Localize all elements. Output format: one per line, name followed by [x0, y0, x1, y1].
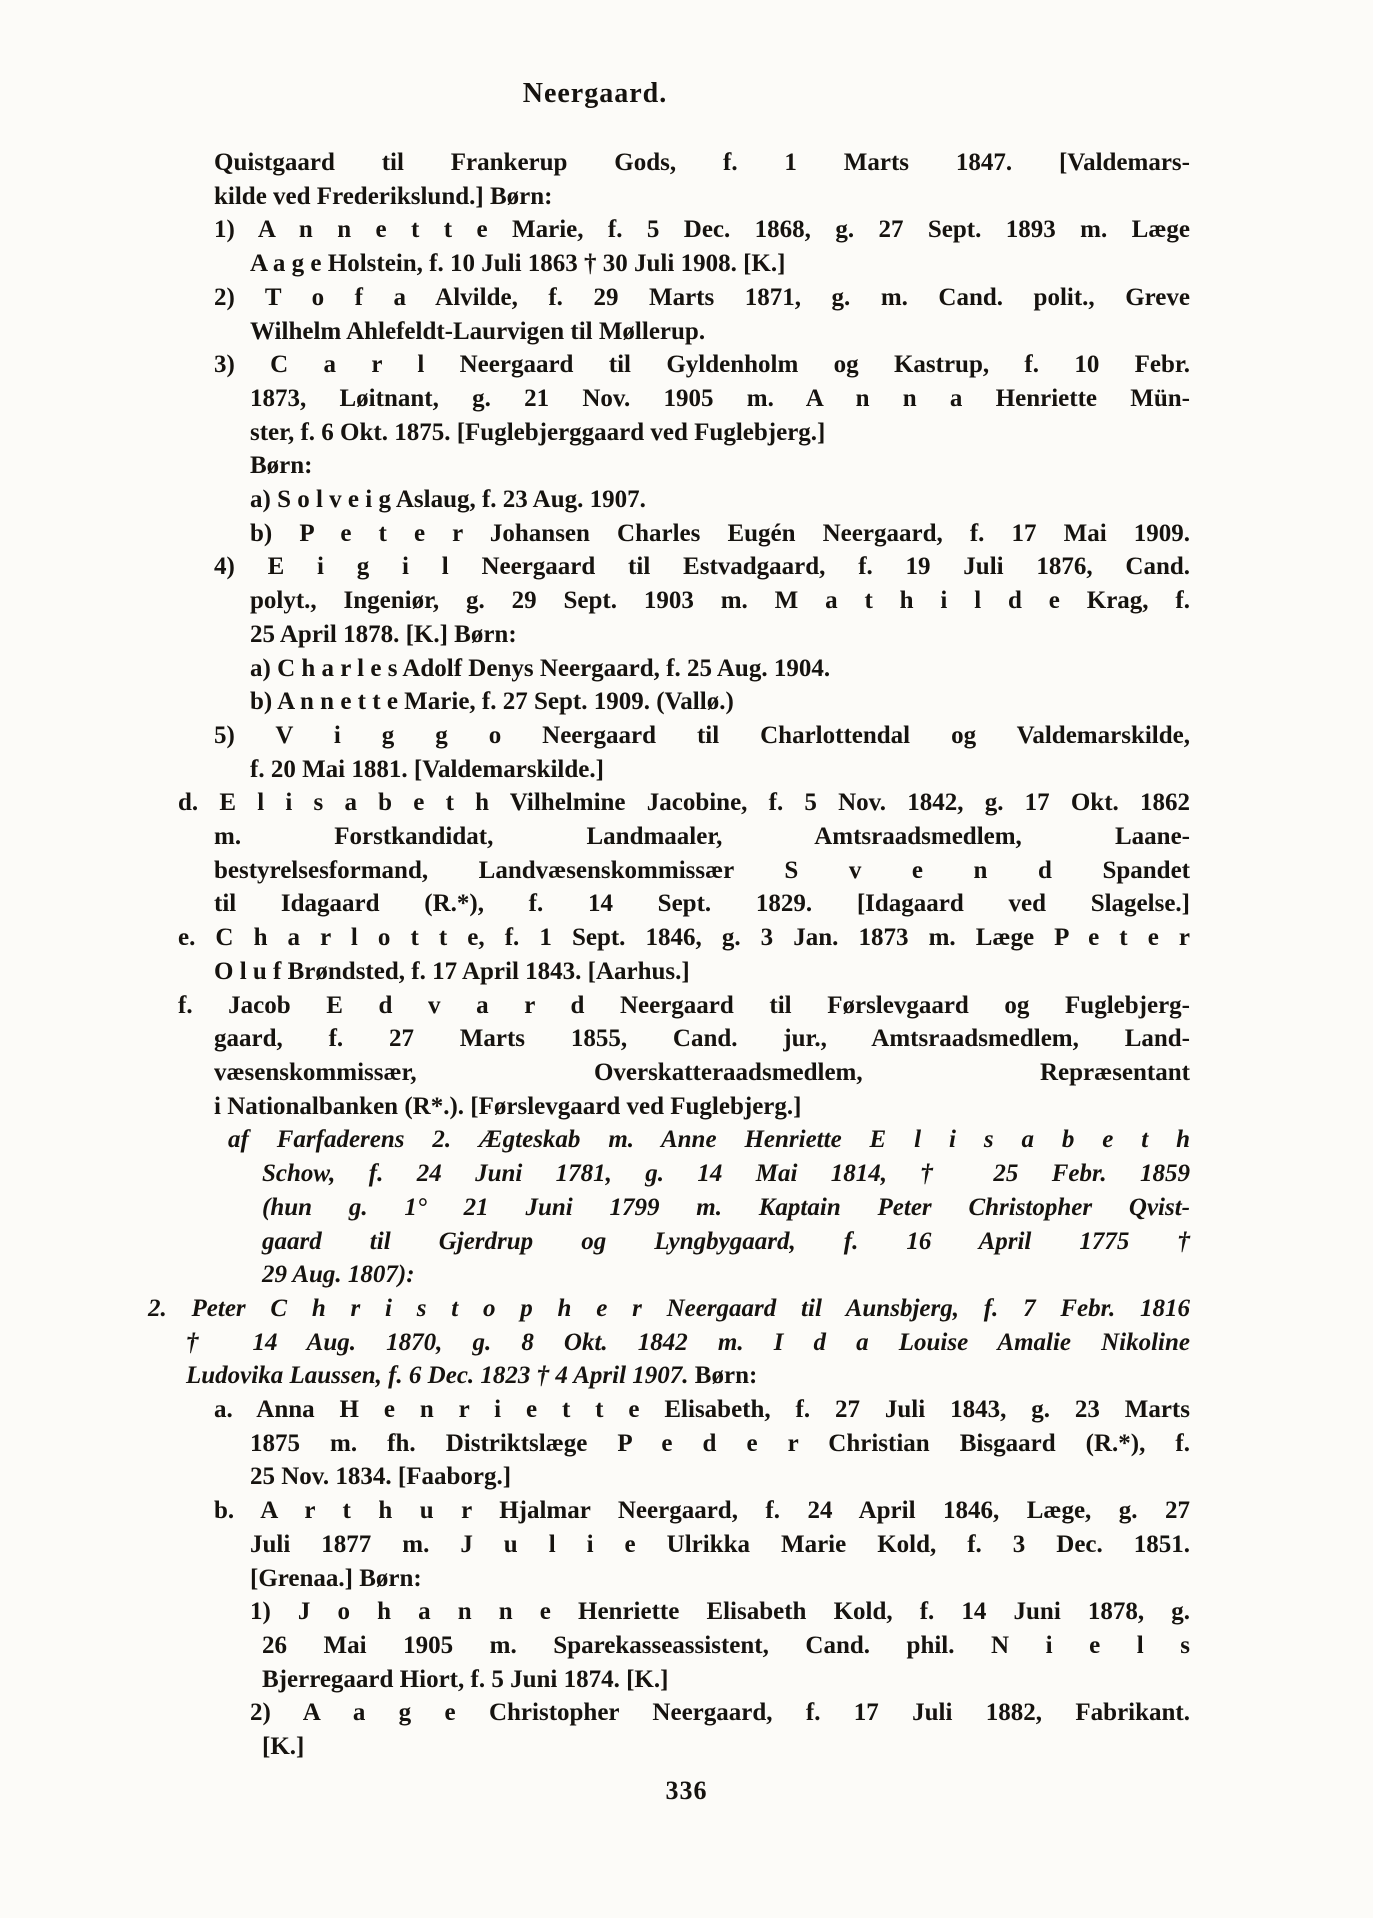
text-run: 3) C a r l Neergaard til Gyldenholm og Kastrup, f. 10 Febr. — [214, 351, 1190, 379]
text-line — [250, 416, 1190, 450]
text-line — [214, 719, 1190, 753]
text-run: 1) A n n e t t e Marie, f. 5 Dec. 1868, g. 27 Sept. 1893 m. Læge — [214, 216, 1190, 244]
text-run: 2) A a g e Christopher Neergaard, f. 17 Juli 1882, Fabrikant. — [250, 1699, 1190, 1727]
text-run: 26 Mai 1905 m. Sparekasseassistent, Cand. phil. N i e l s — [262, 1631, 1190, 1659]
text-run-italic: gaard til Gjerdrup og Lyngbygaard, f. 16 April 1775 † — [262, 1227, 1190, 1255]
text-line — [262, 1225, 1190, 1259]
text-run: 1875 m. fh. Distriktslæge P e d e r Christian Bisgaard (R.*), f. — [250, 1429, 1190, 1457]
text-line — [214, 854, 1190, 888]
text-run: til Idagaard (R.*), f. 14 Sept. 1829. [Idagaard ved Slagelse.] — [214, 890, 1190, 918]
text-run: bestyrelsesformand, Landvæsenskommissær S v e n d Spandet — [214, 856, 1190, 884]
text-line — [262, 1629, 1190, 1663]
text-run: d. E l i s a b e t h Vilhelmine Jacobine, f. 5 Nov. 1842, g. 17 Okt. 1862 — [178, 789, 1190, 817]
text-run: i Nationalbanken (R*.). [Førslevgaard ved Fuglebjerg.] — [214, 1092, 802, 1120]
text-line — [250, 483, 1190, 517]
text-line — [214, 820, 1190, 854]
text-run: væsenskommissær, Overskatteraadsmedlem, Repræsentant — [214, 1058, 1190, 1086]
text-run: e. C h a r l o t t e, f. 1 Sept. 1846, g. 3 Jan. 1873 m. Læge P e t e r — [178, 924, 1190, 952]
text-line — [178, 989, 1190, 1023]
text-line — [250, 753, 1190, 787]
text-run: b) A n n e t t e Marie, f. 27 Sept. 1909. (Vallø.) — [250, 688, 734, 716]
text-line — [262, 1191, 1190, 1225]
text-run: Wilhelm Ahlefeldt-Laurvigen til Møllerup. — [250, 317, 706, 345]
text-run: A a g e Holstein, f. 10 Juli 1863 † 30 Juli 1908. [K.] — [250, 250, 786, 278]
text-line — [262, 1258, 1190, 1292]
text-line — [262, 1157, 1190, 1191]
text-line — [250, 584, 1190, 618]
text-line — [250, 1427, 1190, 1461]
text-line — [178, 786, 1190, 820]
text-run: Børn: — [250, 452, 313, 480]
text-run: 25 Nov. 1834. [Faaborg.] — [250, 1463, 512, 1491]
text-run: f. 20 Mai 1881. [Valdemarskilde.] — [250, 755, 604, 783]
text-run-italic: Schow, f. 24 Juni 1781, g. 14 Mai 1814, † 25 Febr. 1859 — [262, 1160, 1190, 1188]
text-line — [214, 1393, 1190, 1427]
text-line — [250, 652, 1190, 686]
text-line — [250, 1696, 1190, 1730]
text-run: 4) E i g i l Neergaard til Estvadgaard, f. 19 Juli 1876, Cand. — [214, 553, 1190, 581]
text-run: O l u f Brøndsted, f. 17 April 1843. [Aarhus.] — [214, 957, 690, 985]
text-line — [214, 1494, 1190, 1528]
text-line — [214, 955, 1190, 989]
text-line — [214, 348, 1190, 382]
text-line — [250, 449, 1190, 483]
text-line — [250, 1595, 1190, 1629]
text-block — [0, 146, 1190, 1764]
text-run: 1) J o h a n n e Henriette Elisabeth Kold, f. 14 Juni 1878, g. — [250, 1598, 1190, 1626]
text-line — [214, 1056, 1190, 1090]
text-line — [148, 1292, 1190, 1326]
text-line — [214, 550, 1190, 584]
text-run-italic: 29 Aug. 1807): — [262, 1261, 415, 1289]
text-line — [214, 281, 1190, 315]
text-run: gaard, f. 27 Marts 1855, Cand. jur., Amtsraadsmedlem, Land- — [214, 1025, 1190, 1053]
text-run: a. Anna H e n r i e t t e Elisabeth, f. 27 Juli 1843, g. 23 Marts — [214, 1396, 1190, 1424]
text-run: f. Jacob E d v a r d Neergaard til Førslevgaard og Fuglebjerg- — [178, 991, 1190, 1019]
text-line — [228, 1123, 1190, 1157]
text-line — [250, 1562, 1190, 1596]
text-line — [214, 180, 1190, 214]
text-line — [214, 887, 1190, 921]
text-run-italic: af Farfaderens 2. Ægteskab m. Anne Henriette E l i s a b e t h — [228, 1126, 1190, 1154]
text-line — [250, 517, 1190, 551]
text-line — [250, 1528, 1190, 1562]
text-line — [178, 921, 1190, 955]
text-run-italic: (hun g. 1° 21 Juni 1799 m. Kaptain Peter Christopher Qvist- — [262, 1193, 1190, 1221]
text-line — [214, 1090, 1190, 1124]
text-run: ster, f. 6 Okt. 1875. [Fuglebjerggaard ved Fuglebjerg.] — [250, 418, 826, 446]
text-run: 1873, Løitnant, g. 21 Nov. 1905 m. A n n a Henriette Mün- — [250, 384, 1190, 412]
text-run: a) C h a r l e s Adolf Denys Neergaard, f. 25 Aug. 1904. — [250, 654, 831, 682]
text-run: [K.] — [262, 1733, 305, 1761]
text-line — [214, 1022, 1190, 1056]
text-run: Juli 1877 m. J u l i e Ulrikka Marie Kold, f. 3 Dec. 1851. — [250, 1530, 1190, 1558]
text-run: 5) V i g g o Neergaard til Charlottendal og Valdemarskilde, — [214, 721, 1190, 749]
text-line — [262, 1730, 1190, 1764]
text-line — [214, 213, 1190, 247]
text-run: polyt., Ingeniør, g. 29 Sept. 1903 m. M a t h i l d e Krag, f. — [250, 587, 1190, 615]
text-run: [Grenaa.] Børn: — [250, 1564, 422, 1592]
text-line — [250, 315, 1190, 349]
text-run: Børn: — [694, 1362, 758, 1390]
text-line — [250, 1460, 1190, 1494]
text-line — [250, 618, 1190, 652]
text-line — [262, 1663, 1190, 1697]
text-run: m. Forstkandidat, Landmaaler, Amtsraadsmedlem, Laane- — [214, 823, 1190, 851]
page-title: Neergaard. — [522, 78, 668, 109]
text-run: b) P e t e r Johansen Charles Eugén Neergaard, f. 17 Mai 1909. — [250, 519, 1190, 547]
text-run: 2) T o f a Alvilde, f. 29 Marts 1871, g. m. Cand. polit., Greve — [214, 283, 1190, 311]
text-line — [214, 146, 1190, 180]
text-run-italic: † 14 Aug. 1870, g. 8 Okt. 1842 m. I d a Louise Amalie Nikoline — [186, 1328, 1190, 1356]
text-run: Quistgaard til Frankerup Gods, f. 1 Marts 1847. [Valdemars- — [214, 149, 1190, 176]
text-run: Bjerregaard Hiort, f. 5 Juni 1874. [K.] — [262, 1665, 669, 1693]
text-run-italic: Ludovika Laussen, f. 6 Dec. 1823 † 4 April 1907. — [186, 1362, 695, 1390]
text-run: kilde ved Frederikslund.] Børn: — [214, 182, 553, 210]
text-run: 25 April 1878. [K.] Børn: — [250, 620, 517, 648]
text-run: b. A r t h u r Hjalmar Neergaard, f. 24 April 1846, Læge, g. 27 — [214, 1497, 1190, 1525]
text-line — [250, 685, 1190, 719]
text-line — [250, 382, 1190, 416]
text-run-italic: 2. Peter C h r i s t o p h e r Neergaard til Aunsbjerg, f. 7 Febr. 1816 — [148, 1294, 1190, 1322]
page-number: 336 — [665, 1776, 708, 1805]
text-line — [186, 1326, 1190, 1360]
text-line — [250, 247, 1190, 281]
text-run: a) S o l v e i g Aslaug, f. 23 Aug. 1907. — [250, 486, 646, 514]
text-line — [186, 1359, 1190, 1393]
